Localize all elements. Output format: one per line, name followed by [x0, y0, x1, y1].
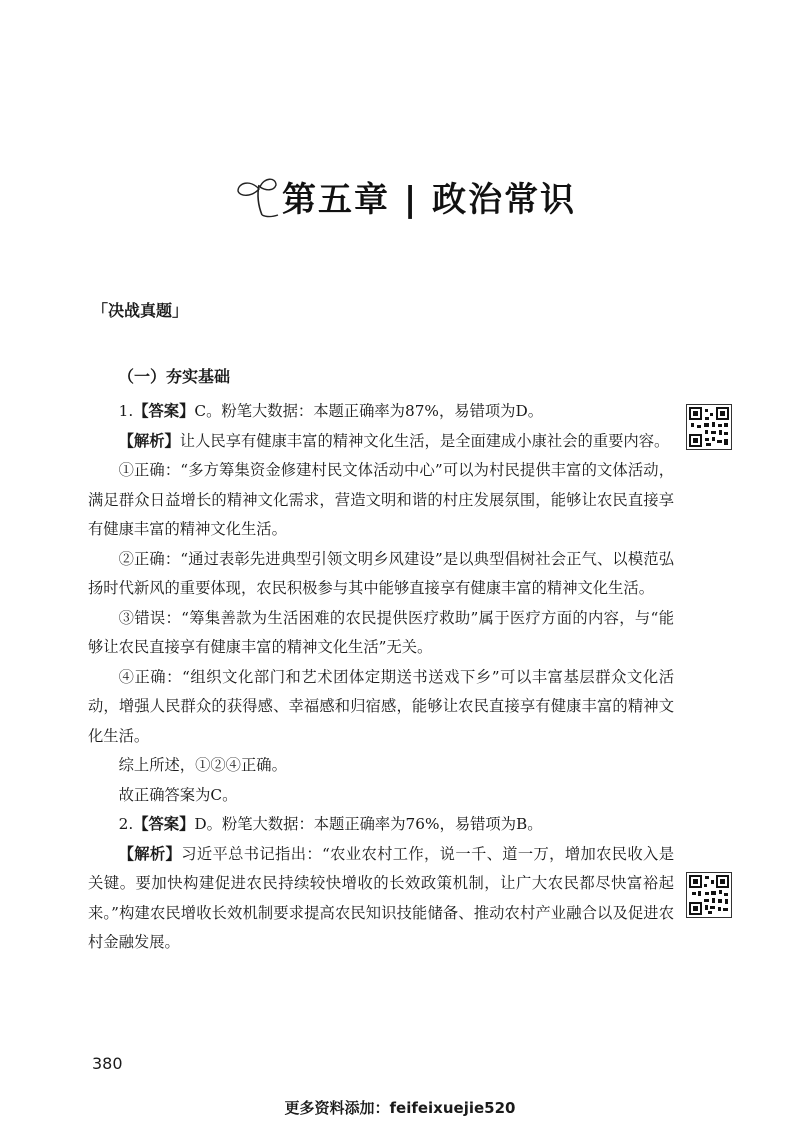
q1-point-2: ②正确：“通过表彰先进典型引领文明乡风建设”是以典型倡树社会正气、以模范弘扬时代新风的重要体现，农民积极参与其中能够直接享有健康丰富的精神文化生活。: [88, 549, 674, 597]
q1-answer-tag: 【答案】: [133, 402, 195, 420]
footer-note: 更多资料添加：feifeixuejie520: [284, 1099, 516, 1117]
section-title: 「决战真题」: [92, 301, 189, 320]
qr-code-pattern: [687, 873, 731, 917]
q2-analysis-line: [88, 840, 674, 958]
q2-answer-line: 2.【答案】D。粉笔大数据：本题正确率为76%，易错项为B。: [118, 815, 543, 833]
qr-code-pattern: [687, 405, 731, 449]
chapter-heading: [232, 172, 576, 221]
q1-point-4: ④正确：“组织文化部门和艺术团体定期送书送戏下乡”可以丰富基层群众文化活动，增强人民群众的获得感、幸福感和归宿感，能够让农民直接享有健康丰富的精神文化生活。: [88, 667, 674, 745]
chapter-title: 第五章 | 政治常识: [282, 180, 577, 220]
q1-point-3: ③错误：“筹集善款为生活困难的农民提供医疗救助”属于医疗方面的内容，与“能够让农民直接享有健康丰富的精神文化生活”无关。: [88, 608, 674, 656]
q1-answer-text: C。粉笔大数据：本题正确率为87%，易错项为D。: [194, 402, 544, 420]
q1-summary: 综上所述，①②④正确。: [118, 756, 287, 774]
q1-conclusion: 故正确答案为C。: [118, 785, 238, 804]
q2-answer-text: D。粉笔大数据：本题正确率为76%，易错项为B。: [194, 815, 543, 833]
subsection-title: （一）夯实基础: [118, 367, 231, 386]
qr-code-icon[interactable]: [686, 872, 732, 918]
sprout-icon: [232, 175, 280, 219]
q1-answer-line: 1.【答案】C。粉笔大数据：本题正确率为87%，易错项为D。: [118, 402, 544, 420]
page-number: 380: [92, 1054, 123, 1073]
q2-analysis-text: 习近平总书记指出：“农业农村工作，说一千、道一万，增加农民收入是关键。要加快构建促进农民持续较快增收的长效政策机制，让广大农民都尽快富裕起来。”构建农民增收长效机制要求提高农民知识技能储备、推动农村产业融合以及促进农村金融发展。: [88, 844, 674, 951]
answer-body: [88, 397, 674, 958]
q2-answer-tag: 【答案】: [133, 815, 195, 833]
q1-analysis-tag: 【解析】: [118, 431, 180, 450]
qr-code-icon[interactable]: [686, 404, 732, 450]
q2-analysis-tag: 【解析】: [118, 844, 182, 863]
q1-analysis-text: 让人民享有健康丰富的精神文化生活，是全面建成小康社会的重要内容。: [179, 431, 670, 450]
q1-analysis-line: [88, 427, 674, 457]
q1-point-1: ①正确：“多方筹集资金修建村民文体活动中心”可以为村民提供丰富的文体活动，满足群众日益增长的精神文化需求，营造文明和谐的村庄发展氛围，能够让农民直接享有健康丰富的精神文化生活。: [88, 461, 674, 538]
